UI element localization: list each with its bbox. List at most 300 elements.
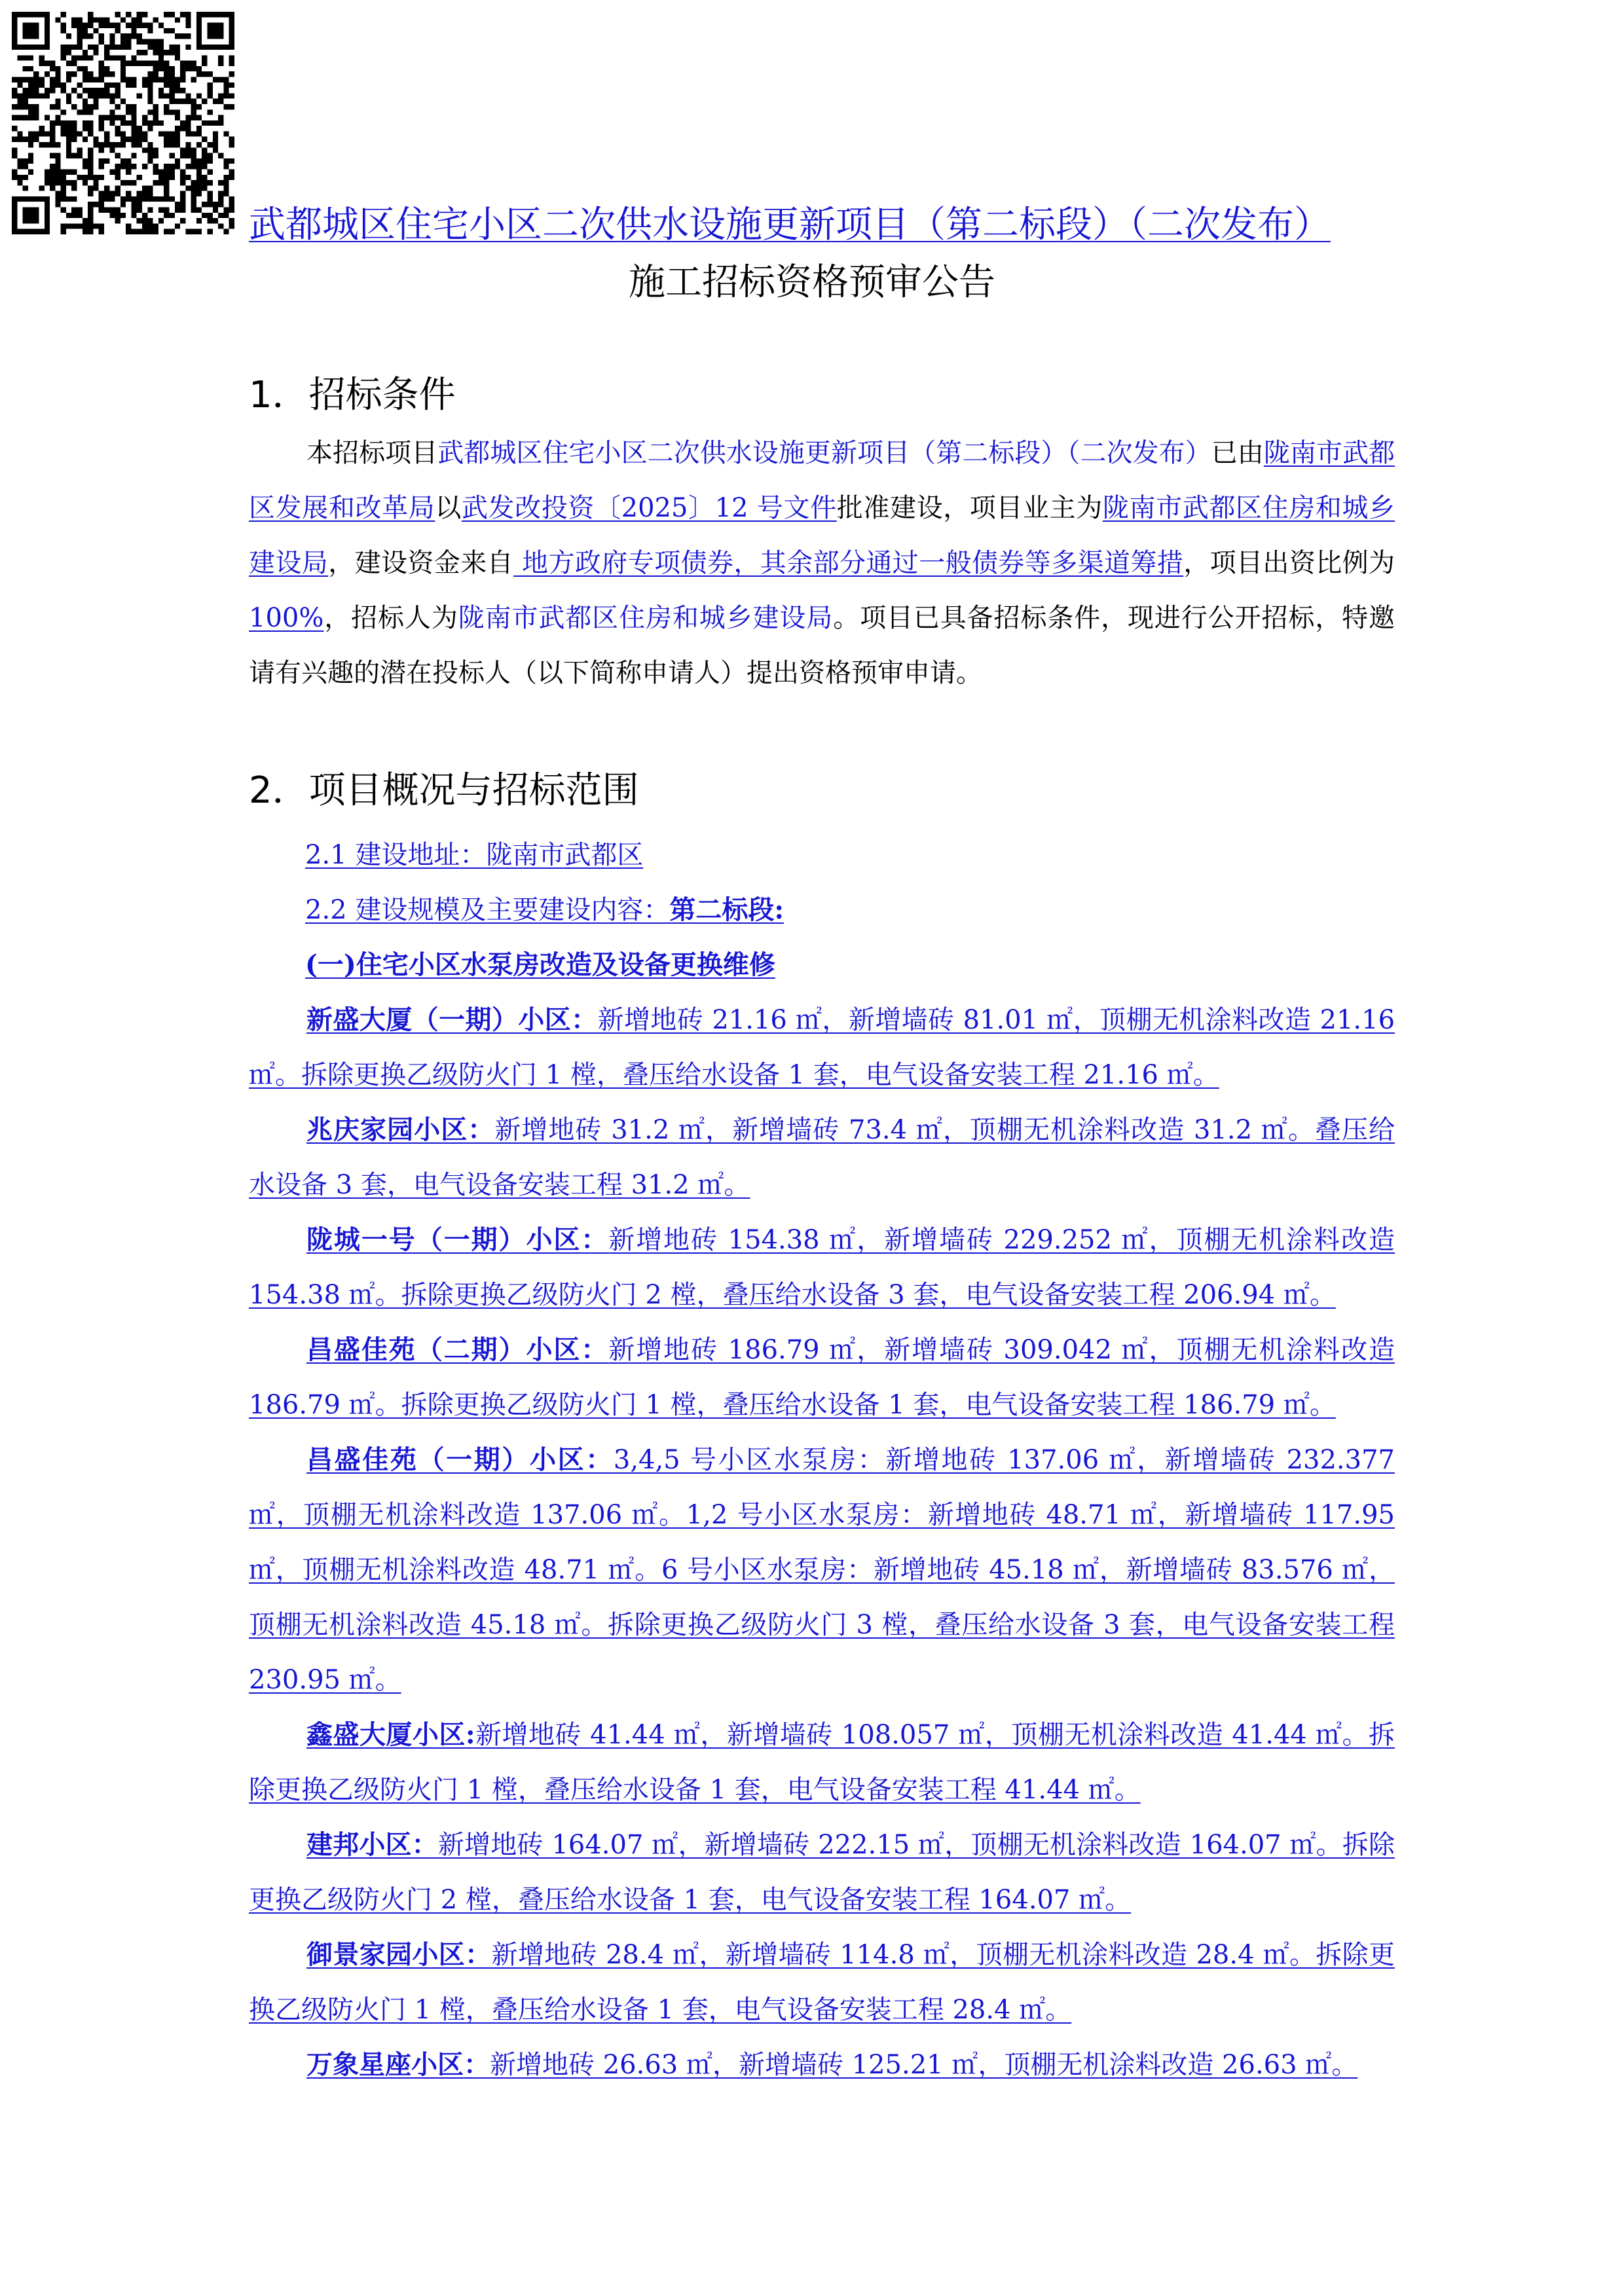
qr-module <box>153 223 158 228</box>
qr-module <box>164 175 169 180</box>
qr-module <box>142 61 147 66</box>
qr-module <box>93 180 98 185</box>
qr-module <box>191 164 196 169</box>
qr-module <box>229 137 234 142</box>
qr-module <box>153 61 158 66</box>
tenderer: 陇南市武都区住房和城乡建设局 <box>458 603 834 633</box>
qr-module <box>120 142 126 147</box>
qr-module <box>45 180 50 185</box>
qr-module <box>39 142 44 147</box>
qr-module <box>88 77 93 82</box>
qr-module <box>109 142 115 147</box>
qr-module <box>169 77 174 82</box>
qr-module <box>158 120 164 126</box>
qr-module <box>191 202 196 207</box>
qr-module <box>191 208 196 213</box>
qr-module <box>66 169 71 174</box>
qr-module <box>28 82 33 88</box>
project-name: 武都城区住宅小区二次供水设施更新项目（第二标段）（二次发布） <box>437 438 1211 468</box>
qr-module <box>55 164 60 169</box>
qr-module <box>208 213 213 218</box>
qr-module <box>115 82 120 88</box>
qr-module <box>55 77 60 82</box>
qr-module <box>223 180 229 185</box>
item-text: 新增地砖 154.38 ㎡，新增墙砖 229.252 ㎡，顶棚无机涂料改造 154.38 ㎡。拆除更换乙级防火门 2 樘，叠压给水设备 3 套，电气设备安装工程 206.94 ㎡。 <box>249 1225 1395 1310</box>
qr-module <box>17 158 22 164</box>
qr-module <box>88 55 93 60</box>
qr-module <box>93 142 98 147</box>
qr-module <box>23 137 28 142</box>
qr-module <box>88 191 93 196</box>
qr-module <box>88 208 93 213</box>
qr-module <box>61 175 66 180</box>
qr-module <box>137 17 142 22</box>
qr-module <box>55 115 60 120</box>
qr-module <box>169 175 174 180</box>
qr-module <box>158 61 164 66</box>
qr-module <box>126 61 131 66</box>
qr-module <box>33 77 39 82</box>
qr-module <box>147 153 153 158</box>
qr-module <box>180 61 185 66</box>
qr-module <box>93 185 98 191</box>
qr-module <box>131 208 136 213</box>
qr-module <box>229 61 234 66</box>
qr-module <box>104 88 109 93</box>
qr-module <box>175 131 180 136</box>
qr-module <box>66 142 71 147</box>
qr-module <box>88 213 93 218</box>
qr-module <box>109 99 115 104</box>
approver: 陇南市武都区发展和改革局 <box>249 438 1395 523</box>
qr-module <box>50 77 55 82</box>
qr-module <box>137 208 142 213</box>
qr-module <box>104 142 109 147</box>
qr-module <box>158 66 164 71</box>
qr-module <box>131 17 136 22</box>
qr-module <box>218 120 223 126</box>
section-2-heading: 2．项目概况与招标范围 <box>249 769 639 812</box>
qr-module <box>61 180 66 185</box>
qr-module <box>196 175 202 180</box>
qr-module <box>45 93 50 98</box>
qr-module <box>223 213 229 218</box>
qr-module <box>164 12 169 17</box>
qr-module <box>158 131 164 136</box>
qr-module <box>126 196 131 202</box>
qr-module <box>104 23 109 28</box>
qr-module <box>196 180 202 185</box>
qr-module <box>61 126 66 131</box>
qr-module <box>120 164 126 169</box>
list-item <box>249 1707 1395 1817</box>
qr-module <box>218 223 223 228</box>
qr-module <box>147 229 153 234</box>
qr-module <box>109 93 115 98</box>
qr-module <box>99 93 104 98</box>
list-item <box>249 1927 1395 2037</box>
qr-module <box>66 223 71 228</box>
qr-module <box>66 120 71 126</box>
qr-module <box>213 147 218 153</box>
qr-module <box>169 213 174 218</box>
qr-module <box>229 175 234 180</box>
text: ，项目出资比例为 <box>1183 548 1395 578</box>
qr-module <box>137 202 142 207</box>
qr-module <box>77 39 83 44</box>
qr-module <box>126 229 131 234</box>
qr-module <box>99 71 104 77</box>
qr-module <box>169 169 174 174</box>
qr-module <box>99 202 104 207</box>
qr-module <box>185 12 191 17</box>
qr-module <box>23 158 28 164</box>
qr-module <box>137 39 142 44</box>
qr-module <box>104 137 109 142</box>
qr-module <box>61 196 66 202</box>
qr-module <box>88 93 93 98</box>
qr-module <box>213 202 218 207</box>
qr-module <box>99 158 104 164</box>
qr-module <box>115 12 120 17</box>
qr-module <box>164 137 169 142</box>
qr-module <box>196 131 202 136</box>
qr-module <box>71 131 77 136</box>
qr-module <box>99 88 104 93</box>
qr-module <box>93 223 98 228</box>
qr-module <box>180 147 185 153</box>
qr-module <box>153 153 158 158</box>
text: 。项目已具备招标条件，现进行公开招标，特邀请有兴趣的潜在投标人（以下简称申请人）提出资格预审申请。 <box>249 603 1395 688</box>
qr-module <box>147 39 153 44</box>
qr-module <box>55 191 60 196</box>
qr-module <box>175 109 180 115</box>
qr-module <box>131 131 136 136</box>
qr-module <box>175 164 180 169</box>
qr-module <box>208 93 213 98</box>
qr-module <box>115 153 120 158</box>
qr-module <box>169 109 174 115</box>
qr-module <box>147 71 153 77</box>
text: 本招标项目 <box>306 438 438 468</box>
qr-module <box>126 77 131 82</box>
qr-module <box>131 229 136 234</box>
qr-module <box>147 82 153 88</box>
qr-module <box>208 82 213 88</box>
qr-module <box>55 99 60 104</box>
qr-module <box>153 109 158 115</box>
qr-module <box>77 33 83 39</box>
qr-module <box>180 218 185 223</box>
qr-module <box>88 88 93 93</box>
qr-module <box>223 191 229 196</box>
qr-module <box>61 131 66 136</box>
qr-module <box>164 71 169 77</box>
qr-module <box>208 109 213 115</box>
qr-module <box>185 99 191 104</box>
qr-module <box>175 158 180 164</box>
qr-module <box>120 71 126 77</box>
qr-module <box>142 82 147 88</box>
qr-module <box>99 115 104 120</box>
qr-module <box>77 23 83 28</box>
qr-module <box>185 23 191 28</box>
qr-module <box>164 213 169 218</box>
qr-module <box>83 50 88 55</box>
qr-module <box>131 77 136 82</box>
qr-module <box>158 218 164 223</box>
qr-module <box>218 202 223 207</box>
qr-module <box>169 137 174 142</box>
qr-module <box>115 88 120 93</box>
qr-module <box>88 109 93 115</box>
qr-module <box>137 137 142 142</box>
qr-module <box>33 131 39 136</box>
qr-module <box>23 104 28 109</box>
qr-module <box>71 213 77 218</box>
qr-module <box>164 196 169 202</box>
qr-module <box>131 82 136 88</box>
qr-module <box>131 33 136 39</box>
qr-module <box>169 50 174 55</box>
qr-module <box>71 223 77 228</box>
qr-module <box>12 104 17 109</box>
qr-module <box>83 23 88 28</box>
qr-module <box>104 82 109 88</box>
qr-module <box>93 77 98 82</box>
qr-module <box>115 104 120 109</box>
approval-doc: 武发改投资〔2025〕12 号文件 <box>461 493 837 523</box>
qr-module <box>50 88 55 93</box>
scale-label: 2.2 建设规模及主要建设内容： <box>305 895 670 925</box>
qr-module <box>131 115 136 120</box>
qr-module <box>39 131 44 136</box>
qr-module <box>71 126 77 131</box>
qr-module <box>83 164 88 169</box>
qr-module <box>175 202 180 207</box>
qr-module <box>223 104 229 109</box>
qr-module <box>88 158 93 164</box>
qr-module <box>77 213 83 218</box>
qr-module <box>196 104 202 109</box>
qr-module <box>213 120 218 126</box>
qr-module <box>208 180 213 185</box>
qr-module <box>28 109 33 115</box>
qr-module <box>169 229 174 234</box>
qr-module <box>158 196 164 202</box>
qr-module <box>202 71 207 77</box>
qr-module <box>93 50 98 55</box>
qr-module <box>45 61 50 66</box>
qr-module <box>109 120 115 126</box>
qr-module <box>71 137 77 142</box>
text: ，建设资金来自 <box>328 548 514 578</box>
qr-module <box>202 175 207 180</box>
qr-module <box>71 180 77 185</box>
qr-module <box>169 12 174 17</box>
qr-module <box>50 66 55 71</box>
qr-module <box>191 99 196 104</box>
qr-module <box>164 164 169 169</box>
qr-module <box>131 142 136 147</box>
qr-module <box>61 12 66 17</box>
qr-module <box>61 208 66 213</box>
qr-module <box>208 196 213 202</box>
qr-module <box>50 82 55 88</box>
qr-module <box>218 180 223 185</box>
qr-module <box>180 175 185 180</box>
qr-module <box>213 218 218 223</box>
qr-module <box>180 120 185 126</box>
qr-module <box>196 158 202 164</box>
qr-module <box>126 191 131 196</box>
qr-module <box>104 45 109 50</box>
item-name: 万象星座小区： <box>306 2049 490 2080</box>
qr-module <box>229 82 234 88</box>
qr-module <box>83 99 88 104</box>
qr-module <box>83 218 88 223</box>
qr-module <box>218 191 223 196</box>
qr-module <box>61 185 66 191</box>
qr-module <box>126 23 131 28</box>
qr-module <box>185 17 191 22</box>
qr-module <box>17 104 22 109</box>
qr-module <box>180 153 185 158</box>
qr-module <box>164 82 169 88</box>
qr-module <box>88 120 93 126</box>
qr-module <box>104 196 109 202</box>
qr-module <box>202 55 207 60</box>
qr-module <box>23 66 28 71</box>
qr-module <box>23 175 28 180</box>
qr-module <box>99 175 104 180</box>
qr-module <box>191 115 196 120</box>
qr-module <box>126 12 131 17</box>
qr-module <box>137 196 142 202</box>
qr-module <box>223 77 229 82</box>
qr-module <box>66 213 71 218</box>
qr-module <box>169 196 174 202</box>
qr-module <box>229 218 234 223</box>
qr-module <box>120 131 126 136</box>
qr-module <box>169 93 174 98</box>
qr-module <box>175 82 180 88</box>
qr-module <box>17 115 22 120</box>
qr-module <box>180 191 185 196</box>
qr-module <box>208 158 213 164</box>
qr-module <box>137 191 142 196</box>
qr-module <box>66 131 71 136</box>
qr-module <box>45 169 50 174</box>
qr-module <box>83 88 88 93</box>
qr-module <box>131 126 136 131</box>
qr-module <box>229 169 234 174</box>
qr-module <box>164 61 169 66</box>
qr-module <box>104 208 109 213</box>
qr-module <box>12 137 17 142</box>
qr-module <box>83 55 88 60</box>
qr-module <box>55 175 60 180</box>
qr-module <box>88 23 93 28</box>
item-text: 新增地砖 28.4 ㎡，新增墙砖 114.8 ㎡，顶棚无机涂料改造 28.4 ㎡。拆除更换乙级防火门 1 樘，叠压给水设备 1 套，电气设备安装工程 28.4 ㎡。 <box>249 1940 1395 2025</box>
qr-module <box>83 109 88 115</box>
qr-module <box>50 169 55 174</box>
qr-module <box>131 120 136 126</box>
qr-module <box>50 153 55 158</box>
qr-module <box>99 23 104 28</box>
qr-module <box>104 185 109 191</box>
qr-module <box>104 131 109 136</box>
qr-module <box>77 208 83 213</box>
qr-module <box>164 131 169 136</box>
qr-module <box>61 229 66 234</box>
qr-module <box>126 223 131 228</box>
qr-module <box>153 169 158 174</box>
qr-module <box>180 180 185 185</box>
qr-module <box>158 39 164 44</box>
qr-module <box>164 208 169 213</box>
qr-module <box>77 45 83 50</box>
qr-module <box>120 196 126 202</box>
qr-module <box>115 23 120 28</box>
qr-module <box>99 39 104 44</box>
qr-module <box>93 17 98 22</box>
qr-module <box>229 202 234 207</box>
qr-module <box>229 55 234 60</box>
qr-module <box>33 115 39 120</box>
qr-module <box>202 185 207 191</box>
qr-module <box>180 12 185 17</box>
qr-module <box>153 147 158 153</box>
qr-module <box>77 153 83 158</box>
qr-module <box>131 153 136 158</box>
construction-scale <box>305 883 784 938</box>
qr-module <box>142 120 147 126</box>
qr-module <box>147 191 153 196</box>
qr-module <box>45 115 50 120</box>
qr-module <box>153 17 158 22</box>
qr-module <box>66 61 71 66</box>
qr-module <box>17 55 22 60</box>
qr-module <box>28 93 33 98</box>
qr-module <box>109 169 115 174</box>
qr-module <box>120 202 126 207</box>
qr-module <box>223 229 229 234</box>
qr-module <box>120 137 126 142</box>
qr-module <box>153 66 158 71</box>
text: ，招标人为 <box>323 603 458 633</box>
qr-module <box>147 185 153 191</box>
qr-module <box>88 12 93 17</box>
qr-module <box>50 104 55 109</box>
qr-module <box>99 164 104 169</box>
qr-module <box>218 93 223 98</box>
qr-module <box>115 142 120 147</box>
qr-module <box>131 164 136 169</box>
qr-module <box>99 66 104 71</box>
qr-module <box>23 77 28 82</box>
qr-module <box>223 93 229 98</box>
qr-module <box>115 93 120 98</box>
qr-module <box>223 88 229 93</box>
qr-module <box>175 137 180 142</box>
qr-module <box>147 109 153 115</box>
qr-code <box>12 12 234 234</box>
qr-module <box>66 45 71 50</box>
item-name: 兆庆家园小区： <box>306 1114 495 1145</box>
qr-module <box>191 229 196 234</box>
qr-module <box>50 61 55 66</box>
